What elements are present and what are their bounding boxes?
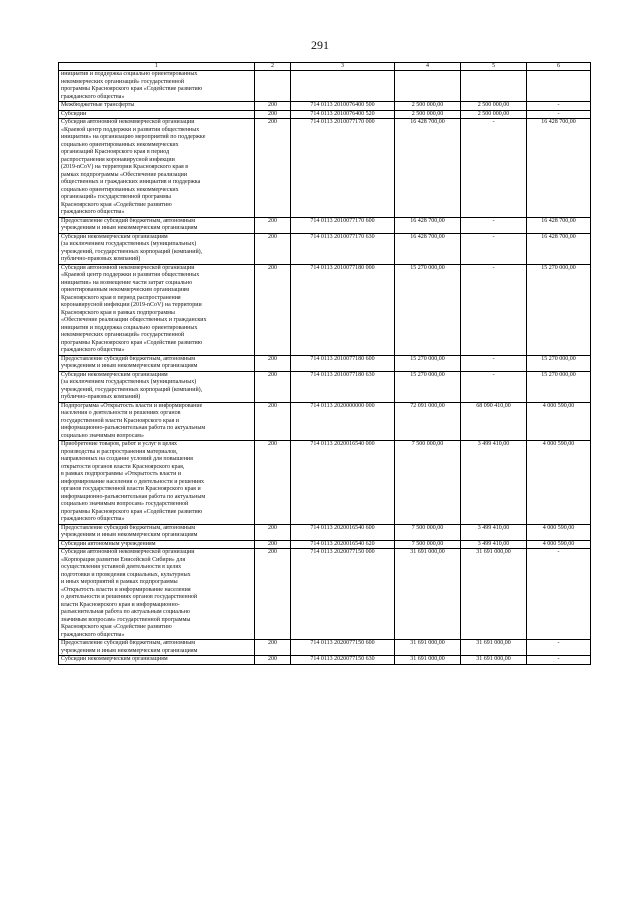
row-admin-code: 200 xyxy=(255,233,291,264)
row-amount-total: 31 691 000,00 xyxy=(395,656,461,665)
row-amount-total: 7 500 000,00 xyxy=(395,524,461,540)
column-header: 5 xyxy=(461,63,527,71)
row-admin-code: 200 xyxy=(255,640,291,656)
row-budget-code xyxy=(291,71,395,102)
row-amount-col6: - xyxy=(527,656,591,665)
row-budget-code: 714 0113 2020016540 600 xyxy=(291,524,395,540)
row-amount-total: 16 428 700,00 xyxy=(395,217,461,233)
row-admin-code: 200 xyxy=(255,371,291,402)
row-budget-code: 714 0113 2020077150 600 xyxy=(291,640,395,656)
row-amount-col6 xyxy=(527,71,591,102)
row-admin-code: 200 xyxy=(255,540,291,549)
row-budget-code: 714 0113 2010076400 500 xyxy=(291,102,395,111)
column-header: 3 xyxy=(291,63,395,71)
row-budget-code: 714 0113 2020016540 620 xyxy=(291,540,395,549)
row-admin-code: 200 xyxy=(255,402,291,441)
row-description: Подпрограмма «Открытость власти и информирование населения о деятельности и решениях органов государственной власти Красноярского края и информационно-разъяснительная работа по актуальным социально значимым вопросам» xyxy=(59,402,255,441)
row-amount-total: 31 691 000,00 xyxy=(395,640,461,656)
table-row xyxy=(59,371,591,402)
row-amount-col6: 4 000 590,00 xyxy=(527,524,591,540)
row-description: Приобретение товаров, работ и услуг в целях производства и распространения материалов, направленных на создание условий для повышения открытости органов власти Красноярского края, в рамках подпрограммы «Открытость власти и информирование населения о деятельности и решениях органов государственной власти Красноярского края и информационно-разъяснительная работа по актуальным социально значимым вопросам» государственной программы Красноярского края «Содействие развитию гражданского общества» xyxy=(59,441,255,525)
row-amount-total: 7 500 000,00 xyxy=(395,540,461,549)
row-description: Субсидии автономным учреждениям xyxy=(59,540,255,549)
table-row xyxy=(59,640,591,656)
row-amount-col5: - xyxy=(461,371,527,402)
row-amount-col6: 15 270 000,00 xyxy=(527,264,591,355)
row-description: Субсидия автономной некоммерческой организации «Корпорация развития Енисейской Сибири» для осуществления уставной деятельности в целях подготовки и проведения социальных, культурных и иных мероприятий в рамках подпрограммы «Открытость власти и информирование населения о деятельности и решениях органов государственной власти Красноярского края и информационно- разъяснительная работа по актуальным социально значимым вопросам» государственной программы Красноярского края «Содействие развитию гражданского общества» xyxy=(59,549,255,640)
row-description: инициатив и поддержка социально ориентированных некоммерческих организаций» государственной программы Красноярского края «Содействие развитию гражданского общества» xyxy=(59,71,255,102)
row-amount-total: 7 500 000,00 xyxy=(395,441,461,525)
row-amount-col6: 16 428 700,00 xyxy=(527,119,591,218)
row-amount-col6: - xyxy=(527,102,591,111)
row-amount-total: 15 270 000,00 xyxy=(395,355,461,371)
row-amount-total xyxy=(395,71,461,102)
row-description: Субсидии некоммерческим организациям (за исключением государственных (муниципальных) учреждений, государственных корпораций (компаний), публично-правовых компаний) xyxy=(59,233,255,264)
table-row xyxy=(59,110,591,119)
table-row xyxy=(59,540,591,549)
row-amount-total: 2 500 000,00 xyxy=(395,102,461,111)
row-budget-code: 714 0113 2010077180 600 xyxy=(291,355,395,371)
row-admin-code: 200 xyxy=(255,656,291,665)
row-amount-col5: - xyxy=(461,217,527,233)
row-amount-col6: - xyxy=(527,110,591,119)
row-amount-col5: 2 500 000,00 xyxy=(461,102,527,111)
table-row xyxy=(59,71,591,102)
row-budget-code: 714 0113 2010077170 630 xyxy=(291,233,395,264)
row-admin-code: 200 xyxy=(255,102,291,111)
column-header: 6 xyxy=(527,63,591,71)
row-budget-code: 714 0113 2010077170 600 xyxy=(291,217,395,233)
table-row xyxy=(59,524,591,540)
row-admin-code: 200 xyxy=(255,217,291,233)
row-description: Предоставление субсидий бюджетным, автономным учреждениям и иным некоммерческим организациям xyxy=(59,524,255,540)
row-description: Предоставление субсидий бюджетным, автономным учреждениям и иным некоммерческим организациям xyxy=(59,217,255,233)
row-admin-code xyxy=(255,71,291,102)
row-amount-col6: - xyxy=(527,640,591,656)
row-amount-col6: 4 000 590,00 xyxy=(527,540,591,549)
row-description: Предоставление субсидий бюджетным, автономным учреждениям и иным некоммерческим организациям xyxy=(59,355,255,371)
row-amount-total: 31 691 000,00 xyxy=(395,549,461,640)
row-admin-code: 200 xyxy=(255,110,291,119)
row-amount-col5: 31 691 000,00 xyxy=(461,656,527,665)
row-amount-col5: 68 090 410,00 xyxy=(461,402,527,441)
header-row xyxy=(59,63,591,71)
row-amount-col5: 3 499 410,00 xyxy=(461,441,527,525)
row-amount-col6: 16 428 700,00 xyxy=(527,233,591,264)
row-budget-code: 714 0113 2010077170 000 xyxy=(291,119,395,218)
row-amount-total: 2 500 000,00 xyxy=(395,110,461,119)
row-admin-code: 200 xyxy=(255,524,291,540)
row-admin-code: 200 xyxy=(255,549,291,640)
column-header: 1 xyxy=(59,63,255,71)
row-amount-col5: - xyxy=(461,355,527,371)
row-amount-col6: 15 270 000,00 xyxy=(527,371,591,402)
row-amount-total: 72 091 000,00 xyxy=(395,402,461,441)
table-row xyxy=(59,656,591,665)
row-budget-code: 714 0113 2020016540 000 xyxy=(291,441,395,525)
row-description: Субсидии некоммерческим организациям xyxy=(59,656,255,665)
row-admin-code: 200 xyxy=(255,355,291,371)
table-row xyxy=(59,355,591,371)
row-description: Субсидия автономной некоммерческой организации «Краевой центр поддержки и развития общественных инициатив» на возмещение части затрат социально ориентированным некоммерческим организациям Красноярского края в период распространения коронавирусной инфекции (2019-nCoV) на территории Красноярского края в рамках подпрограммы «Обеспечение реализации общественных и гражданских инициатив и поддержка социально ориентированных некоммерческих организаций» государственной программы Красноярского края «Содействие развитию гражданского общества» xyxy=(59,264,255,355)
table-row xyxy=(59,441,591,525)
row-amount-col5: - xyxy=(461,233,527,264)
row-description: Предоставление субсидий бюджетным, автономным учреждениям и иным некоммерческим организациям xyxy=(59,640,255,656)
column-header: 2 xyxy=(255,63,291,71)
row-amount-col6: 16 428 700,00 xyxy=(527,217,591,233)
row-admin-code: 200 xyxy=(255,441,291,525)
row-budget-code: 714 0113 2010077180 630 xyxy=(291,371,395,402)
table-row xyxy=(59,217,591,233)
row-amount-col6: 15 270 000,00 xyxy=(527,355,591,371)
row-description: Межбюджетные трансферты xyxy=(59,102,255,111)
row-budget-code: 714 0113 2020000000 000 xyxy=(291,402,395,441)
row-description: Субсидия автономной некоммерческой организации «Краевой центр поддержки и развития общественных инициатив» на организацию мероприятий по поддержке социально ориентированных некоммерческих организаций Красноярского края в период распространения коронавирусной инфекции (2019-nCoV) на территории Красноярского края в рамках подпрограммы «Обеспечение реализации общественных и гражданских инициатив и поддержка социально ориентированных некоммерческих организаций» государственной программы Красноярского края «Содействие развитию гражданского общества» xyxy=(59,119,255,218)
page-number: 291 xyxy=(311,38,329,52)
row-amount-col5: - xyxy=(461,119,527,218)
row-budget-code: 714 0113 2020077150 000 xyxy=(291,549,395,640)
row-amount-total: 16 428 700,00 xyxy=(395,119,461,218)
row-amount-col6: - xyxy=(527,549,591,640)
row-amount-col5: 31 691 000,00 xyxy=(461,549,527,640)
table-row xyxy=(59,402,591,441)
row-amount-col5: 2 500 000,00 xyxy=(461,110,527,119)
column-header: 4 xyxy=(395,63,461,71)
table-row xyxy=(59,549,591,640)
row-description: Субсидии xyxy=(59,110,255,119)
budget-table xyxy=(58,62,591,665)
row-amount-col5: 3 499 410,00 xyxy=(461,524,527,540)
row-budget-code: 714 0113 2010077180 000 xyxy=(291,264,395,355)
row-admin-code: 200 xyxy=(255,264,291,355)
table-row xyxy=(59,233,591,264)
row-amount-total: 15 270 000,00 xyxy=(395,264,461,355)
table-row xyxy=(59,119,591,218)
row-amount-col5: - xyxy=(461,264,527,355)
row-amount-total: 16 428 700,00 xyxy=(395,233,461,264)
table-row xyxy=(59,102,591,111)
row-budget-code: 714 0113 2010076400 520 xyxy=(291,110,395,119)
row-amount-col5 xyxy=(461,71,527,102)
table-row xyxy=(59,264,591,355)
row-amount-col5: 3 499 410,00 xyxy=(461,540,527,549)
row-admin-code: 200 xyxy=(255,119,291,218)
row-budget-code: 714 0113 2020077150 630 xyxy=(291,656,395,665)
row-amount-col5: 31 691 000,00 xyxy=(461,640,527,656)
row-description: Субсидии некоммерческим организациям (за исключением государственных (муниципальных) учреждений, государственных корпораций (компаний), публично-правовых компаний) xyxy=(59,371,255,402)
row-amount-col6: 4 000 590,00 xyxy=(527,402,591,441)
row-amount-total: 15 270 000,00 xyxy=(395,371,461,402)
row-amount-col6: 4 000 590,00 xyxy=(527,441,591,525)
